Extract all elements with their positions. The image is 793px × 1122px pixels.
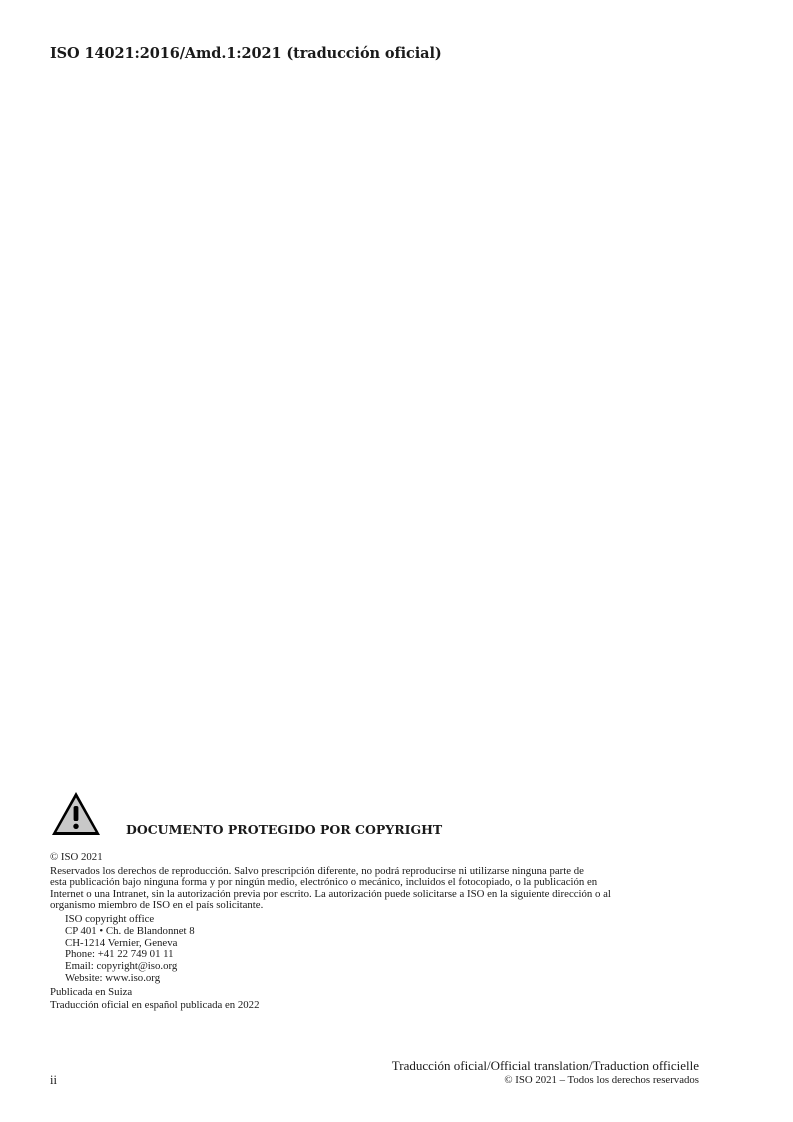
- warning-triangle-icon: [49, 789, 103, 839]
- translation-published: Traducción oficial en español publicada en 2022: [50, 999, 260, 1012]
- address-street: CP 401 • Ch. de Blandonnet 8: [65, 924, 195, 937]
- footer-translation-line: Traducción oficial/Official translation/Traduction officielle: [391, 1058, 699, 1073]
- address-block: [50, 914, 700, 985]
- rights-line: Internet o una Intranet, sin la autorización previa por escrito. La autorización puede solicitarse a ISO en la siguiente dirección o al: [50, 887, 611, 900]
- copyright-notice: © ISO 2021: [50, 851, 103, 863]
- page-number: ii: [50, 1073, 57, 1087]
- document-header-title: ISO 14021:2016/Amd.1:2021 (traducción oficial): [50, 45, 442, 62]
- address-city: CH-1214 Vernier, Geneva: [65, 936, 178, 949]
- published-country: Publicada en Suiza: [50, 985, 133, 998]
- address-email: Email: copyright@iso.org: [65, 960, 178, 973]
- address-office: ISO copyright office: [65, 912, 155, 925]
- copyright-warning-title: DOCUMENTO PROTEGIDO POR COPYRIGHT: [126, 822, 443, 837]
- rights-line: organismo miembro de ISO en el país solicitante.: [50, 899, 264, 912]
- address-phone: Phone: +41 22 749 01 11: [65, 948, 174, 961]
- rights-line: esta publicación bajo ninguna forma y por ningún medio, electrónico o mecánico, incluidos el fotocopiado, o la publicación en: [50, 876, 598, 889]
- footer-rights-line: © ISO 2021 – Todos los derechos reservados: [504, 1074, 699, 1086]
- page-footer: [392, 1058, 699, 1086]
- rights-line: Reservados los derechos de reproducción. Salvo prescripción diferente, no podrá reproducirse ni utilizarse ninguna parte de: [50, 864, 584, 877]
- address-website: Website: www.iso.org: [65, 971, 161, 984]
- copyright-block: [50, 852, 700, 1012]
- rights-paragraph: [50, 866, 700, 912]
